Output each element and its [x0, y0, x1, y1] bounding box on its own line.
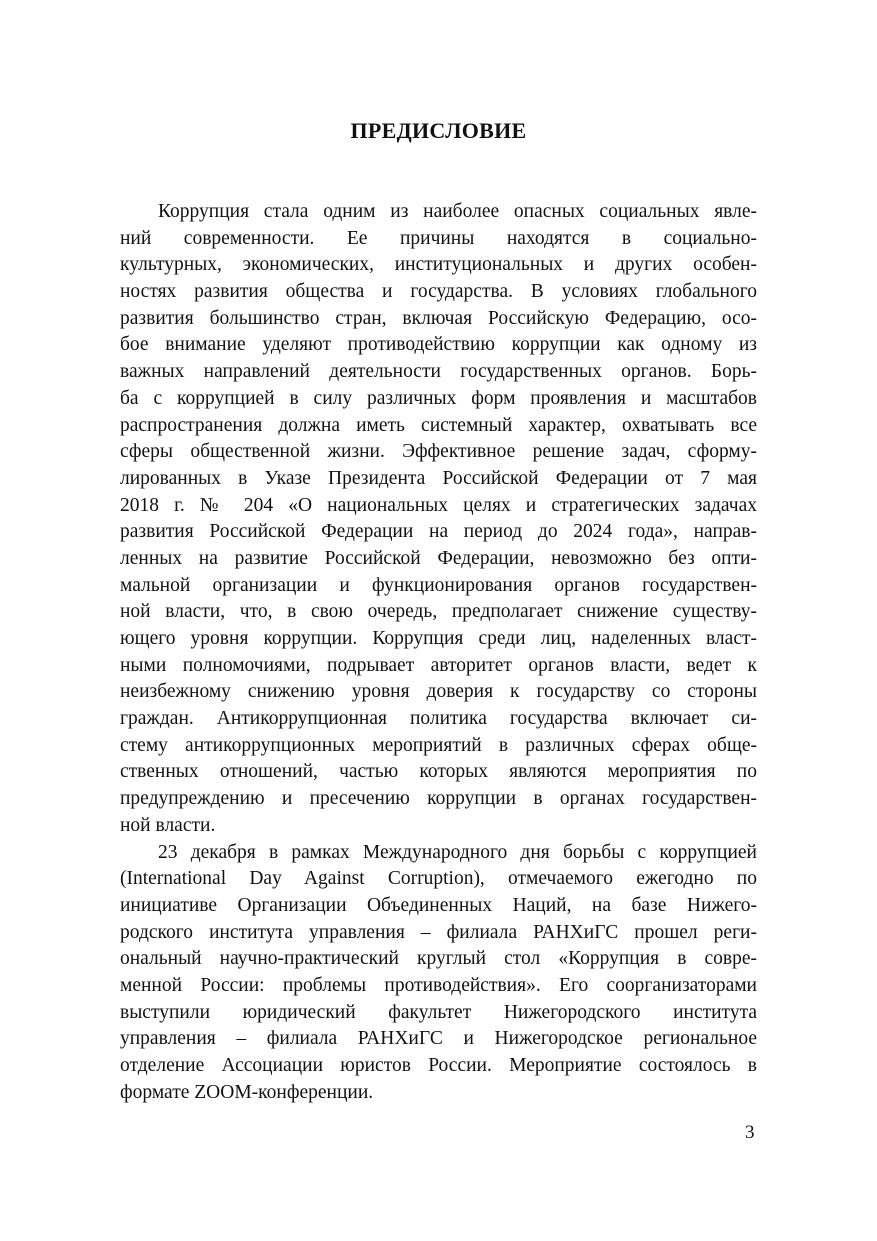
page-title: ПРЕДИСЛОВИЕ [350, 118, 527, 143]
text-line: ственных отношений, частью которых являются мероприятия по [120, 761, 757, 783]
text-line: управления – филиала РАНХиГС и Нижегородское региональное [120, 1028, 757, 1050]
text-line: инициативе Организации Объединенных Наций, на базе Нижего- [120, 894, 757, 916]
text-line: ющего уровня коррупции. Коррупция среди лиц, наделенных власт- [120, 628, 757, 649]
text-line: ной власти. [120, 814, 216, 836]
text-line: развития большинство стран, включая Российскую Федерацию, осо- [120, 307, 757, 329]
text-line: важных направлений деятельности государственных органов. Борь- [120, 361, 757, 383]
text-line: мальной организации и функционирования органов государствен- [120, 574, 757, 596]
text-line: отделение Ассоциации юристов России. Мероприятие состоялось в [120, 1055, 757, 1076]
text-line: формате ZOOM-конференции. [120, 1081, 374, 1103]
paragraph-2 [120, 840, 757, 1107]
body-text [120, 199, 757, 1106]
text-line: распространения должна иметь системный характер, охватывать все [120, 414, 757, 436]
paragraph-1 [120, 199, 757, 840]
text-line: стему антикоррупционных мероприятий в различных сферах обще- [120, 734, 757, 756]
text-line: неизбежному снижению уровня доверия к государству со стороны [120, 681, 757, 703]
text-line: ний современности. Ее причины находятся в социально- [120, 227, 757, 249]
text-line: ными полномочиями, подрывает авторитет органов власти, ведет к [120, 654, 757, 676]
text-line: ностях развития общества и государства. В условиях глобального [120, 281, 757, 303]
text-line: сферы общественной жизни. Эффективное решение задач, сформу- [120, 441, 757, 463]
text-line: родского института управления – филиала РАНХиГС прошел реги- [120, 921, 757, 943]
text-line: выступили юридический факультет Нижегородского института [120, 1001, 757, 1023]
page-number: 3 [745, 1122, 755, 1143]
text-line: (International Day Against Corruption), отмечаемого ежегодно по [120, 868, 757, 890]
text-line: культурных, экономических, институциональных и других особен- [120, 254, 757, 276]
text-line: Коррупция стала одним из наиболее опасных социальных явле- [158, 201, 757, 222]
text-line: ональный научно-практический круглый стол «Коррупция в совре- [120, 948, 757, 970]
text-line: лированных в Указе Президента Российской Федерации от 7 мая [120, 467, 757, 489]
text-line: развития Российской Федерации на период до 2024 года», направ- [120, 521, 757, 543]
text-line: ленных на развитие Российской Федерации, невозможно без опти- [120, 547, 757, 569]
text-line: ной власти, что, в свою очередь, предполагает снижение существу- [120, 601, 757, 623]
text-line: 23 декабря в рамках Международного дня борьбы с коррупцией [158, 841, 757, 863]
text-line: бое внимание уделяют противодействию коррупции как одному из [120, 334, 757, 356]
text-line: граждан. Антикоррупционная политика государства включает си- [120, 708, 757, 730]
text-line: 2018 г. № 204 «О национальных целях и стратегических задачах [120, 494, 757, 516]
text-line: менной России: проблемы противодействия». Его соорганизаторами [120, 974, 757, 996]
text-line: ба с коррупцией в силу различных форм проявления и масштабов [120, 387, 757, 409]
text-line: предупреждению и пресечению коррупции в органах государствен- [120, 788, 757, 810]
